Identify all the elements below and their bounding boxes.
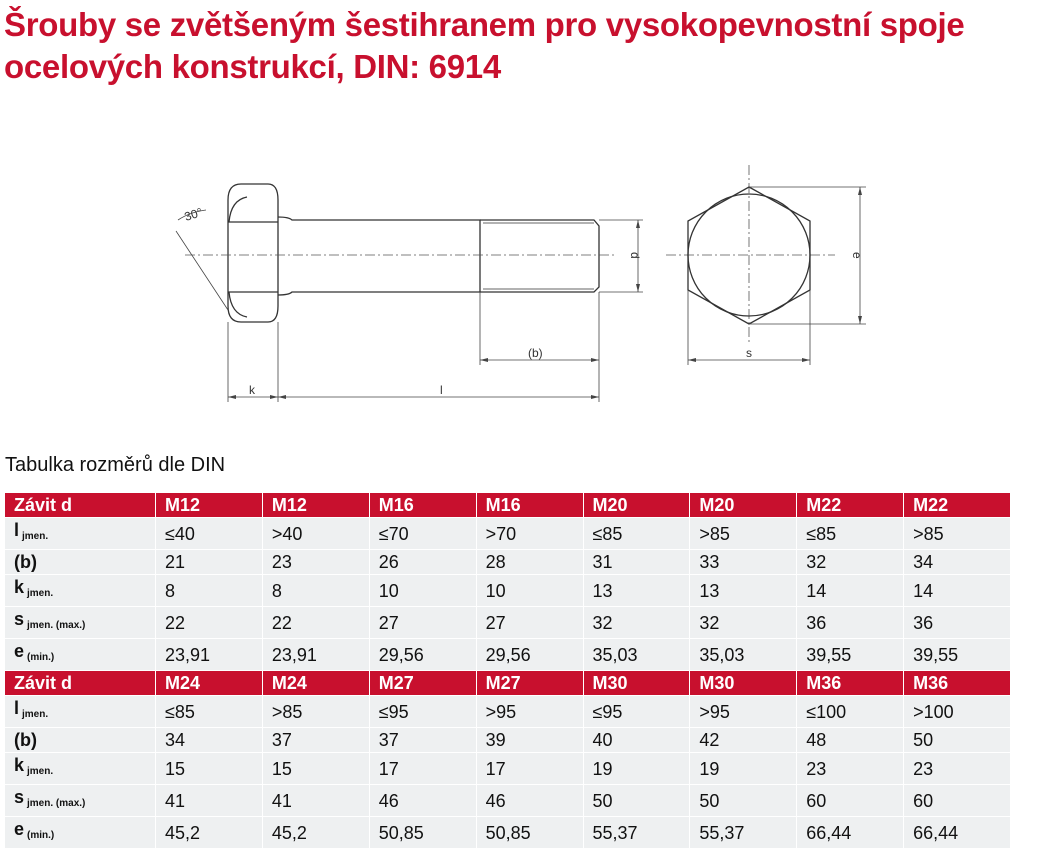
table-cell: ≤85 [584, 518, 690, 549]
table-cell: 66,44 [904, 817, 1010, 848]
row-label [5, 607, 155, 638]
table-row [5, 696, 1010, 727]
dim-label-k: k [249, 383, 255, 397]
row-label-subscript: jmen. (max.) [27, 620, 86, 631]
page-title: Šrouby se zvětšeným šestihranem pro vysokopevnostní spoje ocelových konstrukcí, DIN: 6914 [4, 6, 965, 85]
table-cell: 35,03 [690, 639, 796, 670]
header-thread-size: M24 [156, 671, 262, 695]
row-label [5, 728, 155, 752]
header-thread-size: M16 [370, 493, 476, 517]
row-label-subscript: jmen. (max.) [27, 798, 86, 809]
row-label-symbol: l [14, 520, 20, 540]
table-row [5, 550, 1010, 574]
table-cell: 23,91 [156, 639, 262, 670]
table-cell: 14 [797, 575, 903, 606]
header-thread-size: M30 [584, 671, 690, 695]
header-thread-size: M27 [477, 671, 583, 695]
table-cell: 55,37 [584, 817, 690, 848]
table-cell: 29,56 [370, 639, 476, 670]
table-row [5, 639, 1010, 670]
table-cell: 66,44 [797, 817, 903, 848]
table-cell: ≤85 [797, 518, 903, 549]
row-label [5, 753, 155, 784]
table-cell: 10 [477, 575, 583, 606]
row-label [5, 817, 155, 848]
bolt-side-view [228, 184, 599, 322]
table-cell: 46 [370, 785, 476, 816]
table-cell: 28 [477, 550, 583, 574]
table-row [5, 817, 1010, 848]
table-cell: 15 [156, 753, 262, 784]
table-cell: 32 [584, 607, 690, 638]
table-cell: 60 [904, 785, 1010, 816]
table-cell: 27 [370, 607, 476, 638]
table-cell: 39,55 [797, 639, 903, 670]
table-cell: ≤95 [370, 696, 476, 727]
table-cell: 14 [904, 575, 1010, 606]
row-label-symbol: e [14, 641, 25, 661]
table-cell: 19 [584, 753, 690, 784]
table-cell: 50 [584, 785, 690, 816]
dim-label-l: l [440, 383, 443, 397]
header-thread-size: M20 [584, 493, 690, 517]
table-cell: >85 [690, 518, 796, 549]
table-row [5, 785, 1010, 816]
table-cell: 50,85 [477, 817, 583, 848]
table-cell: >85 [904, 518, 1010, 549]
table-cell: 22 [263, 607, 369, 638]
table-cell: 23 [263, 550, 369, 574]
table-cell: 21 [156, 550, 262, 574]
table-cell: 10 [370, 575, 476, 606]
table-cell: 19 [690, 753, 796, 784]
table-cell: 40 [584, 728, 690, 752]
table-cell: ≤70 [370, 518, 476, 549]
row-label-symbol: k [14, 755, 25, 775]
table-cell: 36 [797, 607, 903, 638]
table-row [5, 607, 1010, 638]
row-label-symbol: e [14, 819, 25, 839]
header-thread-label: Závit d [5, 671, 155, 695]
table-cell: 27 [477, 607, 583, 638]
table-cell: 41 [263, 785, 369, 816]
row-label [5, 785, 155, 816]
header-thread-size: M22 [797, 493, 903, 517]
table-caption: Tabulka rozměrů dle DIN [5, 454, 226, 476]
header-thread-size: M36 [797, 671, 903, 695]
table-cell: 37 [370, 728, 476, 752]
row-label-subscript: jmen. [22, 531, 49, 542]
table-cell: 50,85 [370, 817, 476, 848]
table-cell: >100 [904, 696, 1010, 727]
table-cell: 31 [584, 550, 690, 574]
bolt-technical-drawing [150, 150, 880, 410]
row-label-symbol: (b) [14, 730, 37, 750]
header-thread-size: M12 [156, 493, 262, 517]
table-cell: 48 [797, 728, 903, 752]
table-header-row [5, 493, 1010, 517]
row-label [5, 575, 155, 606]
table-cell: >70 [477, 518, 583, 549]
table-cell: >85 [263, 696, 369, 727]
header-thread-size: M36 [904, 671, 1010, 695]
dim-label-e: e [850, 252, 864, 259]
table-cell: ≤85 [156, 696, 262, 727]
table-cell: 32 [797, 550, 903, 574]
header-thread-size: M24 [263, 671, 369, 695]
table-cell: 39,55 [904, 639, 1010, 670]
table-cell: 26 [370, 550, 476, 574]
table-cell: >40 [263, 518, 369, 549]
row-label [5, 696, 155, 727]
table-cell: 50 [904, 728, 1010, 752]
table-cell: >95 [690, 696, 796, 727]
table-row [5, 753, 1010, 784]
table-cell: 13 [690, 575, 796, 606]
table-header-row [5, 671, 1010, 695]
header-thread-size: M22 [904, 493, 1010, 517]
table-cell: 17 [477, 753, 583, 784]
table-cell: ≤40 [156, 518, 262, 549]
table-cell: 8 [263, 575, 369, 606]
table-cell: 45,2 [263, 817, 369, 848]
table-cell: 41 [156, 785, 262, 816]
header-thread-size: M12 [263, 493, 369, 517]
table-cell: 23 [904, 753, 1010, 784]
row-label-symbol: k [14, 577, 25, 597]
table-cell: 34 [156, 728, 262, 752]
table-cell: 34 [904, 550, 1010, 574]
header-thread-size: M20 [690, 493, 796, 517]
row-label [5, 639, 155, 670]
table-row [5, 728, 1010, 752]
row-label-symbol: s [14, 609, 25, 629]
table-cell: 46 [477, 785, 583, 816]
dim-label-d: d [628, 252, 642, 259]
angle-label: 30° [182, 204, 205, 224]
table-cell: 29,56 [477, 639, 583, 670]
table-cell: 60 [797, 785, 903, 816]
table-row [5, 575, 1010, 606]
table-cell: 37 [263, 728, 369, 752]
table-cell: 32 [690, 607, 796, 638]
table-cell: 23 [797, 753, 903, 784]
header-thread-label: Závit d [5, 493, 155, 517]
header-thread-size: M16 [477, 493, 583, 517]
table-cell: 8 [156, 575, 262, 606]
table-cell: 36 [904, 607, 1010, 638]
table-cell: >95 [477, 696, 583, 727]
table-cell: 33 [690, 550, 796, 574]
dimension-table [4, 492, 1011, 849]
table-cell: 15 [263, 753, 369, 784]
table-cell: 35,03 [584, 639, 690, 670]
table-cell: 50 [690, 785, 796, 816]
row-label [5, 518, 155, 549]
table-cell: ≤100 [797, 696, 903, 727]
row-label-subscript: jmen. [27, 588, 54, 599]
row-label-subscript: jmen. [22, 709, 49, 720]
row-label-subscript: (min.) [27, 652, 55, 663]
table-cell: 55,37 [690, 817, 796, 848]
row-label-symbol: l [14, 698, 20, 718]
row-label [5, 550, 155, 574]
table-row [5, 518, 1010, 549]
row-label-symbol: (b) [14, 552, 37, 572]
table-cell: 39 [477, 728, 583, 752]
row-label-subscript: jmen. [27, 766, 54, 777]
table-cell: 13 [584, 575, 690, 606]
row-label-subscript: (min.) [27, 830, 55, 841]
header-thread-size: M27 [370, 671, 476, 695]
dim-label-s: s [746, 346, 752, 360]
table-cell: ≤95 [584, 696, 690, 727]
table-cell: 22 [156, 607, 262, 638]
dim-label-b: (b) [528, 346, 543, 360]
table-cell: 23,91 [263, 639, 369, 670]
table-cell: 45,2 [156, 817, 262, 848]
table-cell: 42 [690, 728, 796, 752]
table-cell: 17 [370, 753, 476, 784]
header-thread-size: M30 [690, 671, 796, 695]
row-label-symbol: s [14, 787, 25, 807]
